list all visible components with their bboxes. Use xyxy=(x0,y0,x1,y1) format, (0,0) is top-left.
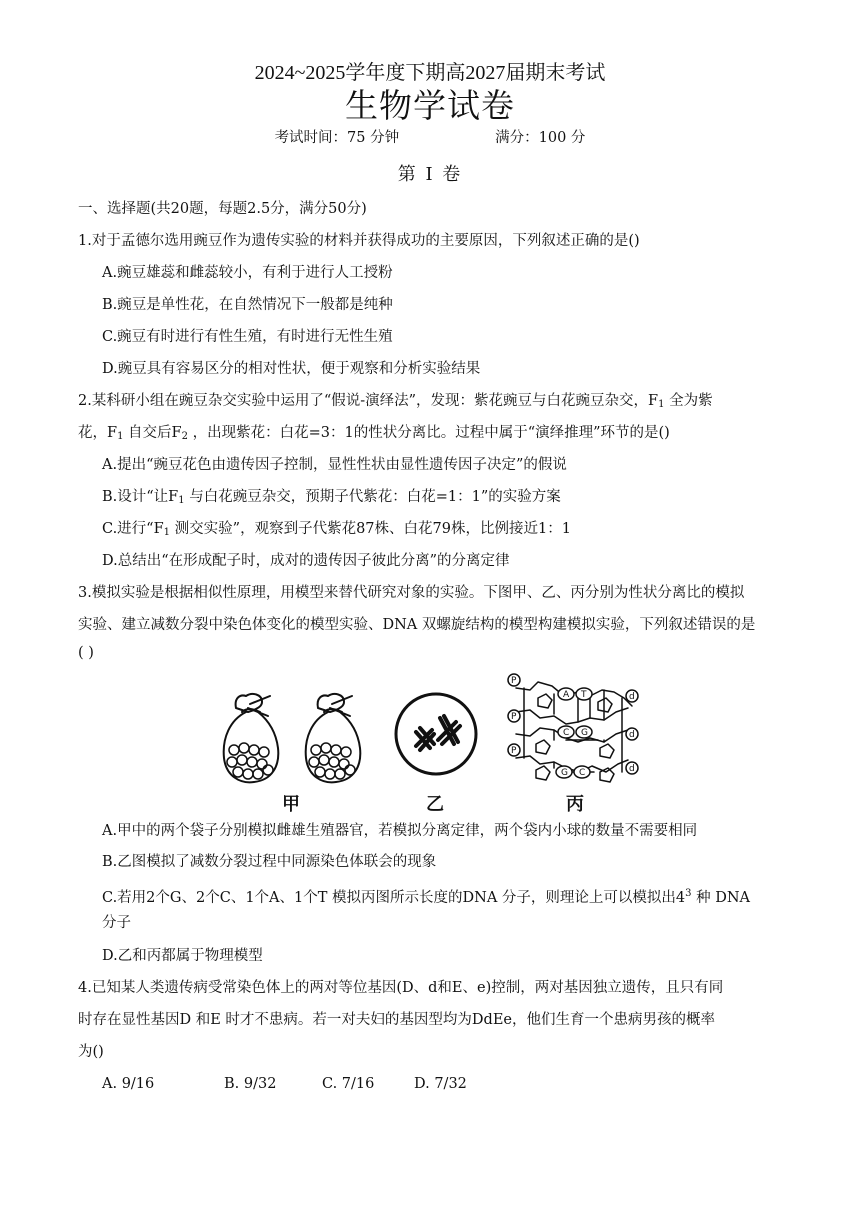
figure-letter-c: C xyxy=(563,728,570,738)
option-text: C.若用2个G、2个C、1个A、1个T 模拟丙图所示长度的DNA 分子，则理论上可以模拟出4 xyxy=(102,890,686,906)
option-text: B.设计“让F xyxy=(102,489,179,505)
question-3-stem-line-3: ( ) xyxy=(78,645,94,661)
subscript: 1 xyxy=(178,495,185,506)
question-1-option-c: C.豌豆有时进行有性生殖，有时进行无性生殖 xyxy=(102,329,393,345)
figure-letter-p: P xyxy=(511,746,517,756)
stem-text: ，出现紫花：白花=3：1的性状分离比。过程中属于“演绎推理”环节的是() xyxy=(192,425,670,441)
figure-letter-g: G xyxy=(561,768,568,778)
question-1-stem: 1.对于孟德尔选用豌豆作为遗传实验的材料并获得成功的主要原因，下列叙述正确的是() xyxy=(78,233,640,249)
figure-letter-d: d xyxy=(629,764,635,774)
question-3-stem-line-2: 实验、建立减数分裂中染色体变化的模型实验、DNA 双螺旋结构的模型构建模拟实验，下列叙述错误的是 xyxy=(78,617,756,633)
figure-letter-a: A xyxy=(563,690,570,700)
question-2-option-a: A.提出“豌豆花色由遗传因子控制，显性性状由显性遗传因子决定”的假说 xyxy=(102,457,567,473)
question-3-stem-line-1: 3.模拟实验是根据相似性原理，用模型来替代研究对象的实验。下图甲、乙、丙分别为性状分离比的模拟 xyxy=(78,585,745,601)
subject-title: 生物学试卷 xyxy=(345,86,515,125)
model-experiments-figure xyxy=(218,668,642,816)
option-text: 种 DNA xyxy=(696,890,751,906)
bag-2-icon xyxy=(306,694,361,782)
question-3-option-c-line-2: 分子 xyxy=(102,915,131,931)
bag-1-icon xyxy=(224,694,279,782)
stem-text: 花，F xyxy=(78,425,118,441)
question-2-stem-line-1 xyxy=(78,391,713,415)
question-1-option-a: A.豌豆雄蕊和雌蕊较小，有利于进行人工授粉 xyxy=(102,265,393,281)
question-3-option-b: B.乙图模拟了减数分裂过程中同源染色体联会的现象 xyxy=(102,854,437,870)
question-1-option-d: D.豌豆具有容易区分的相对性状，便于观察和分析实验结果 xyxy=(102,361,481,377)
question-4-answer-c: C. 7/16 xyxy=(322,1076,375,1092)
question-2-option-d: D.总结出“在形成配子时，成对的遗传因子彼此分离”的分离定律 xyxy=(102,553,510,569)
subscript: 1 xyxy=(117,431,124,442)
question-1-option-b: B.豌豆是单性花，在自然情况下一般都是纯种 xyxy=(102,297,393,313)
stem-text: 自交后F xyxy=(128,425,182,441)
stem-text: 2.某科研小组在豌豆杂交实验中运用了“假说-演绎法”，发现：紫花豌豆与白花豌豆杂交，F xyxy=(78,393,659,409)
figure-letter-p: P xyxy=(511,712,517,722)
figure-letter-t: T xyxy=(581,690,587,700)
figure-letter-p: P xyxy=(511,676,517,686)
full-score: 满分：100 分 xyxy=(495,130,586,146)
exam-time: 考试时间：75 分钟 xyxy=(274,130,400,146)
option-text: 与白花豌豆杂交，预期子代紫花：白花=1：1”的实验方案 xyxy=(189,489,561,505)
option-text: 测交实验”，观察到子代紫花87株、白花79株，比例接近1：1 xyxy=(174,521,571,537)
question-4-answer-b: B. 9/32 xyxy=(224,1076,277,1092)
figure-letter-d: d xyxy=(629,730,635,740)
question-2-option-b xyxy=(102,487,561,511)
figure-label-jia: 甲 xyxy=(282,794,300,815)
figure-label-bing: 丙 xyxy=(566,794,584,815)
figure-letter-c: C xyxy=(579,768,586,778)
subscript: 1 xyxy=(163,527,171,538)
question-3-option-a: A.甲中的两个袋子分别模拟雌雄生殖器官，若模拟分离定律，两个袋内小球的数量不需要相同 xyxy=(102,823,698,839)
question-2-stem-line-2 xyxy=(78,423,670,447)
question-3-option-c-line-1 xyxy=(102,884,750,908)
figure-letter-g: G xyxy=(581,728,588,738)
question-4-answer-a: A. 9/16 xyxy=(102,1076,155,1092)
subscript: 1 xyxy=(658,399,665,410)
figure-label-yi: 乙 xyxy=(426,794,444,815)
question-3-option-d: D.乙和丙都属于物理模型 xyxy=(102,948,263,964)
question-3-figure xyxy=(218,668,642,816)
question-4-answer-d: D. 7/32 xyxy=(414,1076,467,1092)
cell-icon xyxy=(396,694,476,774)
figure-letter-d: d xyxy=(629,692,635,702)
option-text: C.进行“F xyxy=(102,521,164,537)
stem-text: 全为紫 xyxy=(669,393,713,409)
question-2-option-c xyxy=(102,519,571,543)
question-4-stem-line-1: 4.已知某人类遗传病受常染色体上的两对等位基因(D、d和E、e)控制，两对基因独立遗传，且只有同 xyxy=(78,980,724,996)
exam-info xyxy=(0,128,860,148)
volume-heading: 第 I 卷 xyxy=(397,164,463,185)
section-heading: 一、选择题(共20题，每题2.5分，满分50分) xyxy=(78,201,367,217)
question-4-stem-line-3: 为() xyxy=(78,1044,104,1060)
superscript: 3 xyxy=(685,888,692,899)
exam-title-line: 2024~2025学年度下期高2027届期末考试 xyxy=(254,62,606,84)
question-4-stem-line-2: 时存在显性基因D 和E 时才不患病。若一对夫妇的基因型均为DdEe，他们生育一个患病男孩的概率 xyxy=(78,1012,715,1028)
subscript: 2 xyxy=(181,431,188,442)
